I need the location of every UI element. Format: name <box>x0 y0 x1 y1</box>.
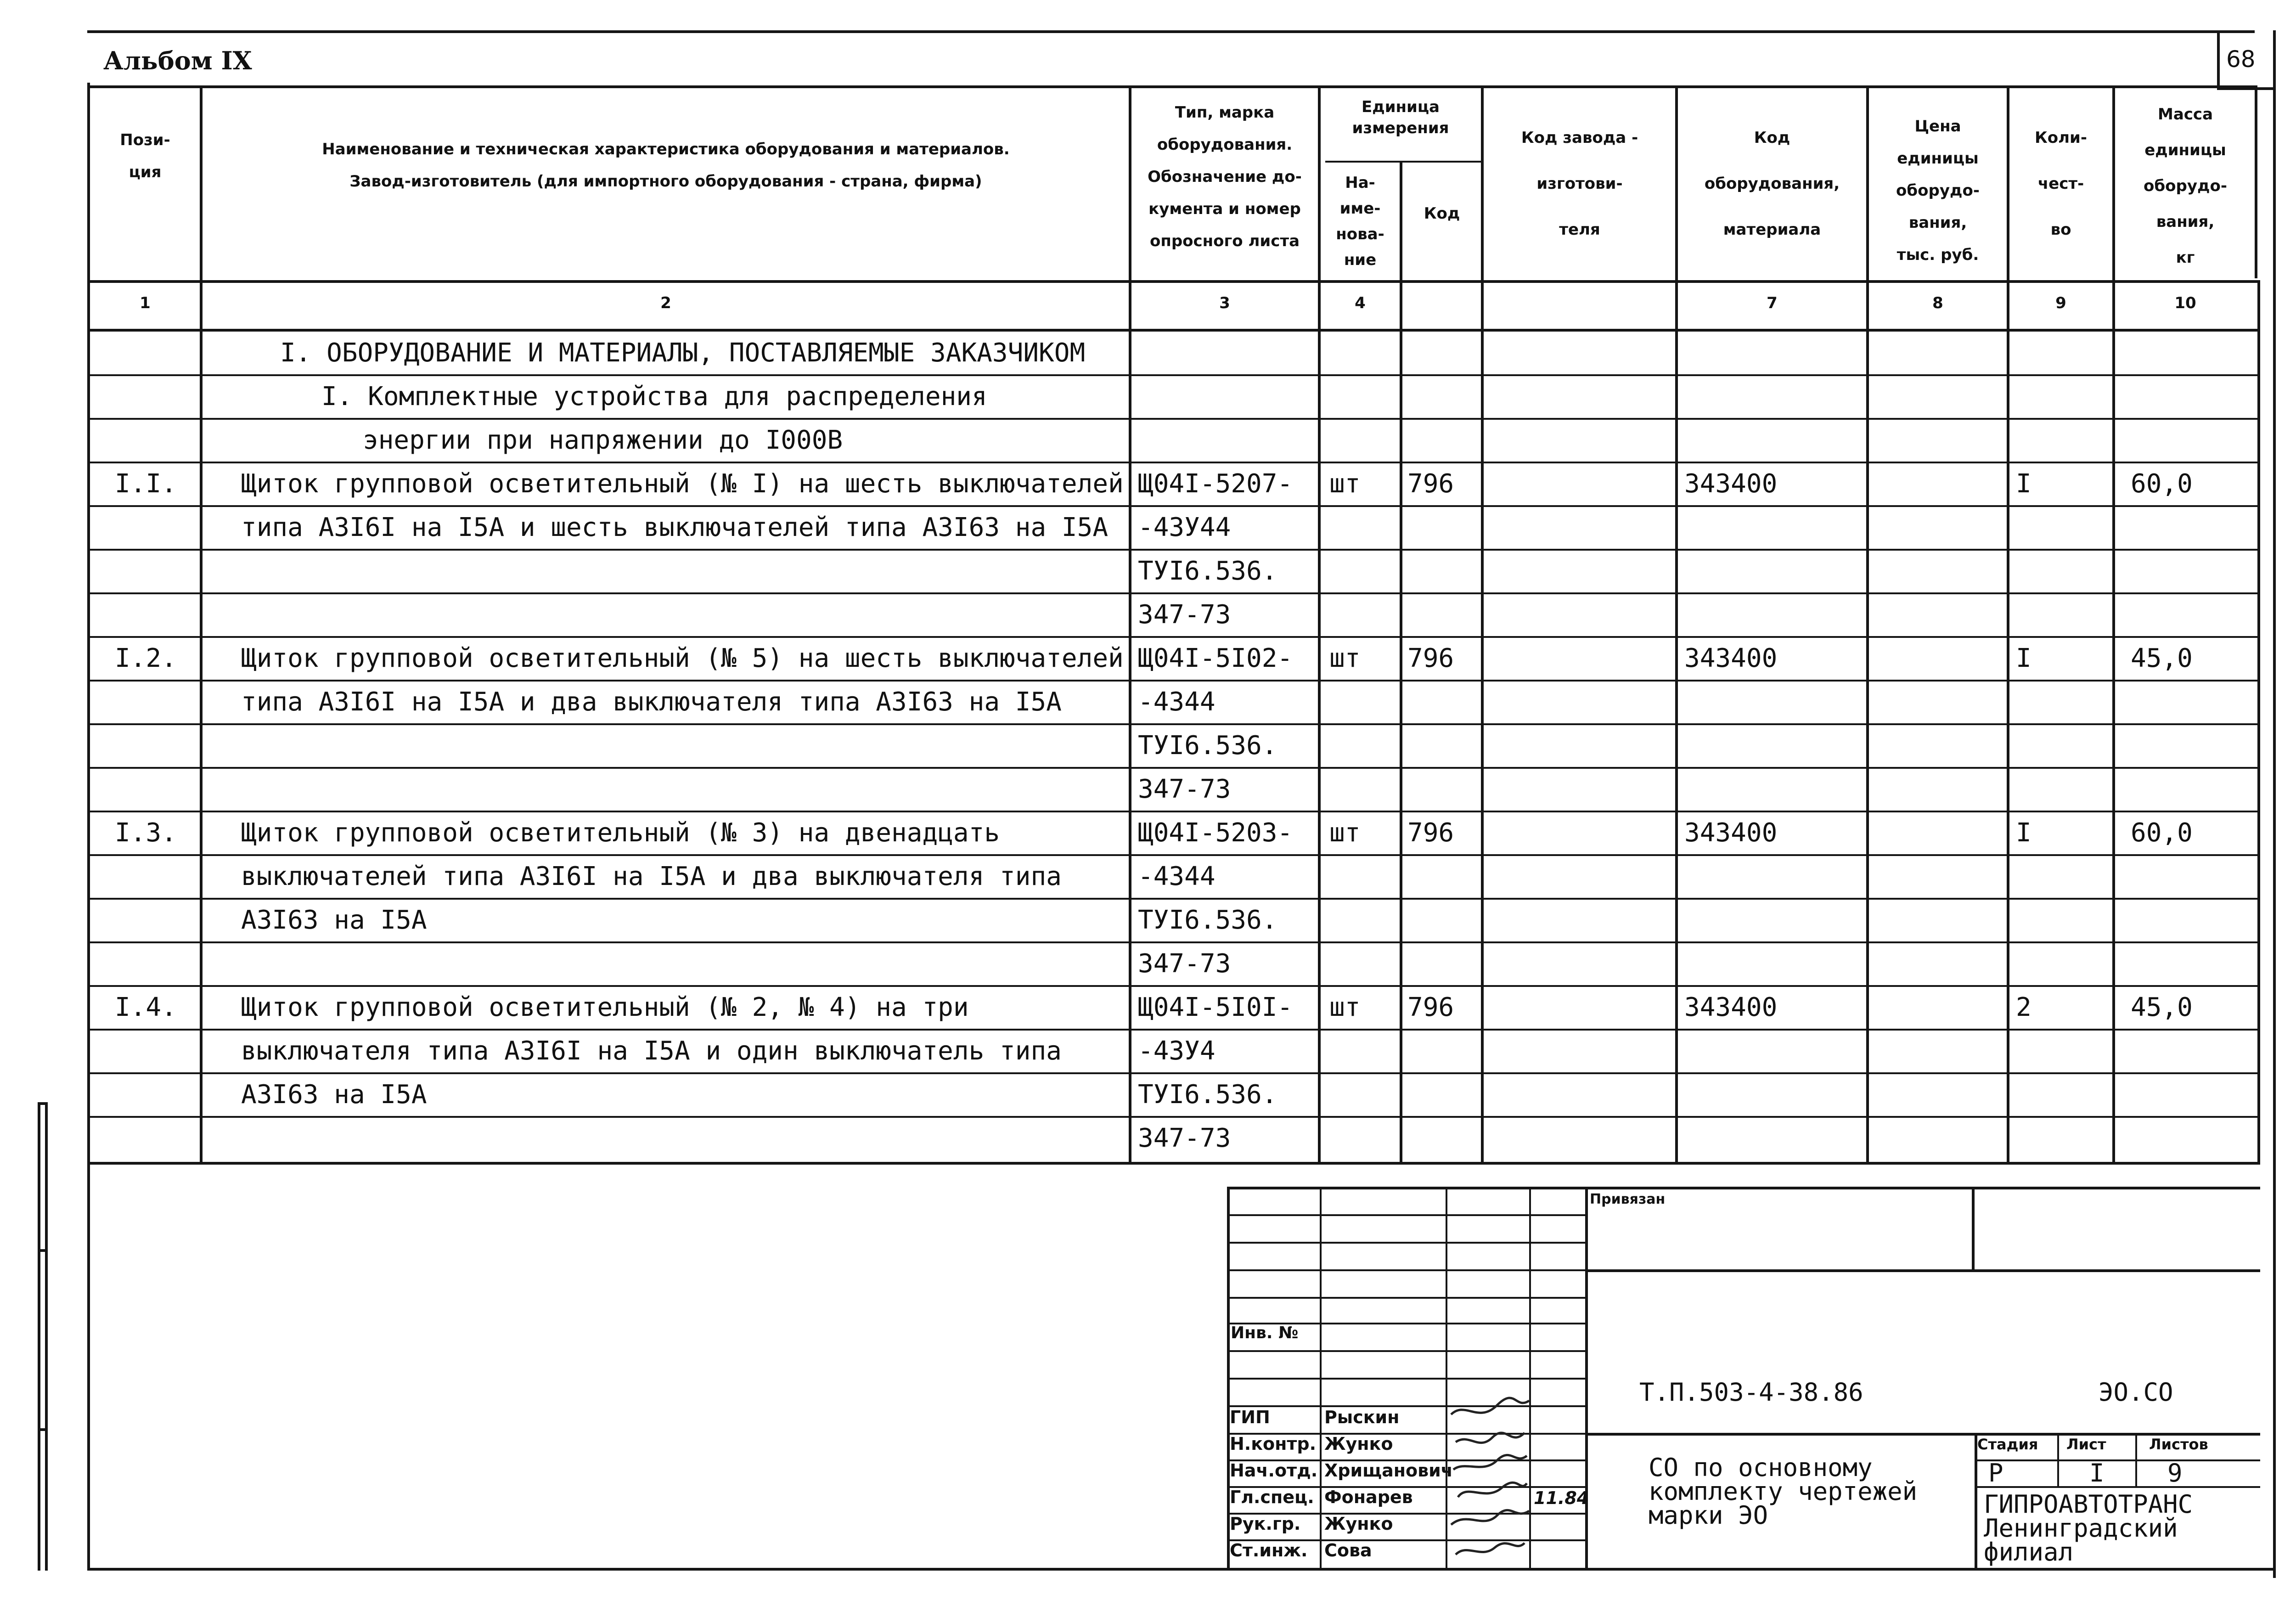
cell-type: 347-73 <box>1138 1123 1231 1153</box>
row-divider <box>90 1029 2257 1031</box>
cell-type: 347-73 <box>1138 600 1231 630</box>
cell-name: типа А3I6I на I5А и два выключателя типа А3I63 на I5А <box>241 687 1062 717</box>
frame-right-line <box>2273 30 2276 1578</box>
row-divider <box>90 374 2257 376</box>
cell-qty: I <box>2016 818 2032 848</box>
col5-code-header: Код <box>1424 204 1460 223</box>
col-number: 4 <box>1355 294 1366 312</box>
row-divider <box>90 898 2257 900</box>
row-divider <box>90 985 2257 987</box>
stamp-line <box>1585 1269 2260 1272</box>
col-number: 2 <box>660 294 671 312</box>
stamp-line <box>2135 1433 2137 1486</box>
stamp-line <box>1975 1459 2260 1461</box>
cell-mass: 60,0 <box>2131 469 2193 499</box>
signer-role: Ст.инж. <box>1230 1540 1308 1561</box>
margin-strip-line <box>38 1102 40 1571</box>
row-divider <box>90 854 2257 856</box>
cell-qty: I <box>2016 643 2032 673</box>
cell-mass: 45,0 <box>2131 643 2193 673</box>
cell-mass: 60,0 <box>2131 818 2193 848</box>
row-divider <box>90 592 2257 594</box>
stamp-line <box>1975 1486 2260 1488</box>
signer-name: Хрищанович <box>1324 1460 1453 1481</box>
stage-label: Стадия <box>1977 1436 2038 1453</box>
row-divider <box>90 549 2257 551</box>
signer-name: Фонарев <box>1324 1487 1413 1507</box>
col-number: 8 <box>1932 294 1943 312</box>
row-divider <box>90 680 2257 682</box>
col-number: 7 <box>1767 294 1778 312</box>
row-divider <box>90 723 2257 725</box>
margin-strip-line <box>45 1102 48 1571</box>
cell-name: Щиток групповой осветительный (№ 2, № 4) на три <box>241 992 969 1022</box>
column-numbers-line <box>90 329 2257 332</box>
cell-name: выключателей типа А3I6I на I5А и два выключателя типа <box>241 862 1062 891</box>
row-divider <box>90 767 2257 769</box>
stamp-row-line <box>1227 1242 1585 1244</box>
stamp-row-line <box>1227 1297 1585 1299</box>
col-number: 3 <box>1219 294 1230 312</box>
signer-name: Жунко <box>1324 1434 1393 1454</box>
col2-header: Наименование и техническая характеристика оборудования и материалов. Завод-изготовитель (для импортного оборудования - страна, фирма) <box>322 140 1010 191</box>
cell-type: 347-73 <box>1138 774 1231 804</box>
cell-unit: шт <box>1329 469 1361 499</box>
cell-type: ТУI6.536. <box>1138 1080 1277 1110</box>
album-title: Альбом IX <box>103 46 252 75</box>
signer-role: Нач.отд. <box>1230 1460 1318 1481</box>
stamp-row-line <box>1227 1350 1585 1352</box>
cell-unit: шт <box>1329 818 1361 848</box>
sheets-value: 9 <box>2167 1459 2183 1487</box>
row-divider <box>90 941 2257 943</box>
col3-header: Тип, марка оборудования. Обозначение до- кумента и номер опросного листа <box>1148 103 1302 250</box>
col-line <box>200 85 203 1165</box>
signer-role: Н.контр. <box>1230 1434 1317 1454</box>
signer-role: Гл.спец. <box>1230 1487 1314 1507</box>
frame-top-line <box>87 30 2255 33</box>
cell-name: Щиток групповой осветительный (№ 3) на двенадцать <box>241 818 1000 848</box>
cell-type: 347-73 <box>1138 949 1231 979</box>
document-code: Т.П.503-4-38.86 <box>1639 1378 1863 1407</box>
stamp-row-line <box>1227 1378 1585 1380</box>
col4-group-header: Единица измерения <box>1352 98 1449 137</box>
cell-pos: I.2. <box>115 643 177 673</box>
cell-pos: I.I. <box>115 469 177 499</box>
table-top-line <box>90 85 2257 88</box>
cell-type: Щ04I-5I0I- <box>1138 992 1293 1022</box>
cell-type: -4344 <box>1138 862 1216 891</box>
signer-role: Рук.гр. <box>1230 1514 1301 1534</box>
row-divider <box>90 1072 2257 1074</box>
cell-type: -4344 <box>1138 687 1216 717</box>
col9-header: Коли- чест- во <box>2035 129 2087 239</box>
document-mark: ЭО.СО <box>2099 1378 2173 1407</box>
cell-equip: 343400 <box>1684 818 1778 848</box>
cell-code: 796 <box>1407 469 1454 499</box>
cell-name: А3I63 на I5А <box>241 905 427 935</box>
cell-code: 796 <box>1407 643 1454 673</box>
cell-type: Щ04I-5207- <box>1138 469 1293 499</box>
cell-unit: шт <box>1329 992 1361 1022</box>
col8-header: Цена единицы оборудо- вания, тыс. руб. <box>1896 117 1980 264</box>
stamp-line <box>1227 1187 2260 1189</box>
row-divider <box>90 811 2257 812</box>
col4-name-header: На- име- нова- ние <box>1336 174 1384 269</box>
cell-name: I. ОБОРУДОВАНИЕ И МАТЕРИАЛЫ, ПОСТАВЛЯЕМЫЕ ЗАКАЗЧИКОМ <box>280 338 1086 368</box>
unit-subheader-line <box>1325 161 1481 163</box>
cell-pos: I.3. <box>115 818 177 848</box>
sheet-label: Лист <box>2066 1436 2106 1453</box>
col1-header: Пози- ция <box>120 131 170 181</box>
cell-name: А3I63 на I5А <box>241 1080 427 1110</box>
cell-type: ТУI6.536. <box>1138 731 1277 761</box>
cell-code: 796 <box>1407 992 1454 1022</box>
sheets-label: Листов <box>2149 1436 2208 1453</box>
col-line <box>2257 280 2260 1165</box>
cell-code: 796 <box>1407 818 1454 848</box>
signer-name: Жунко <box>1324 1514 1393 1534</box>
cell-equip: 343400 <box>1684 469 1778 499</box>
cell-equip: 343400 <box>1684 643 1778 673</box>
row-divider <box>90 462 2257 463</box>
cell-name: Щиток групповой осветительный (№ 5) на шесть выключателей <box>241 643 1124 673</box>
cell-pos: I.4. <box>115 992 177 1022</box>
margin-strip-line <box>38 1249 47 1252</box>
bound-label: Привязан <box>1590 1191 1666 1207</box>
organization: ГИПРОАВТОТРАНС Ленинградский филиал <box>1984 1490 2193 1566</box>
row-divider <box>90 1116 2257 1118</box>
cell-name: типа А3I6I на I5А и шесть выключателей типа А3I63 на I5А <box>241 513 1109 542</box>
cell-name: энергии при напряжении до I000В <box>363 425 843 455</box>
cell-type: -43У44 <box>1138 513 1231 542</box>
col-number: 9 <box>2055 294 2066 312</box>
signer-role: ГИП <box>1230 1407 1270 1427</box>
page-number-box-line <box>2217 30 2220 90</box>
stamp-row-line <box>1227 1214 1585 1216</box>
margin-strip-line <box>38 1102 47 1105</box>
cell-unit: шт <box>1329 643 1361 673</box>
stamp-row-line <box>1227 1269 1585 1271</box>
col6-header: Код завода - изготови- теля <box>1521 129 1638 239</box>
stamp-line <box>1975 1433 1977 1571</box>
row-divider <box>90 505 2257 507</box>
cell-qty: I <box>2016 469 2032 499</box>
cell-equip: 343400 <box>1684 992 1778 1022</box>
signature-scribbles <box>1446 1396 1538 1566</box>
cell-type: ТУI6.536. <box>1138 556 1277 586</box>
document-title: СО по основному комплекту чертежей марки ЭО <box>1649 1453 1918 1530</box>
stamp-line <box>1972 1187 1975 1269</box>
cell-type: ТУI6.536. <box>1138 905 1277 935</box>
cell-mass: 45,0 <box>2131 992 2193 1022</box>
row-divider <box>90 418 2257 420</box>
inv-label: Инв. № <box>1231 1324 1299 1342</box>
signer-name: Сова <box>1324 1540 1372 1561</box>
stage-value: Р <box>1988 1459 2003 1487</box>
sheet-value: I <box>2089 1459 2105 1487</box>
signer-name: Рыскин <box>1324 1407 1400 1427</box>
cell-type: Щ04I-5I02- <box>1138 643 1293 673</box>
cell-type: -43У4 <box>1138 1036 1216 1066</box>
table-bottom-line <box>90 1162 2260 1165</box>
col10-header: Масса единицы оборудо- вания, кг <box>2144 105 2227 267</box>
cell-type: Щ04I-5203- <box>1138 818 1293 848</box>
stamp-line <box>1585 1187 1588 1571</box>
col7-header: Код оборудования, материала <box>1704 129 1840 239</box>
cell-name: I. Комплектные устройства для распределения <box>321 382 987 411</box>
col-number: 1 <box>140 294 151 312</box>
cell-name: выключателя типа А3I6I на I5А и один выключатель типа <box>241 1036 1062 1066</box>
stamp-line <box>2057 1433 2059 1486</box>
margin-strip-line <box>38 1428 47 1431</box>
col-number: 10 <box>2174 294 2196 312</box>
header-bottom-line <box>90 280 2257 283</box>
page-number: 68 <box>2226 46 2256 73</box>
cell-qty: 2 <box>2016 992 2032 1022</box>
cell-name: Щиток групповой осветительный (№ I) на шесть выключателей <box>241 469 1124 499</box>
row-divider <box>90 636 2257 638</box>
signature-date: 11.84 <box>1534 1488 1589 1508</box>
frame-bottom-line <box>87 1568 2276 1571</box>
